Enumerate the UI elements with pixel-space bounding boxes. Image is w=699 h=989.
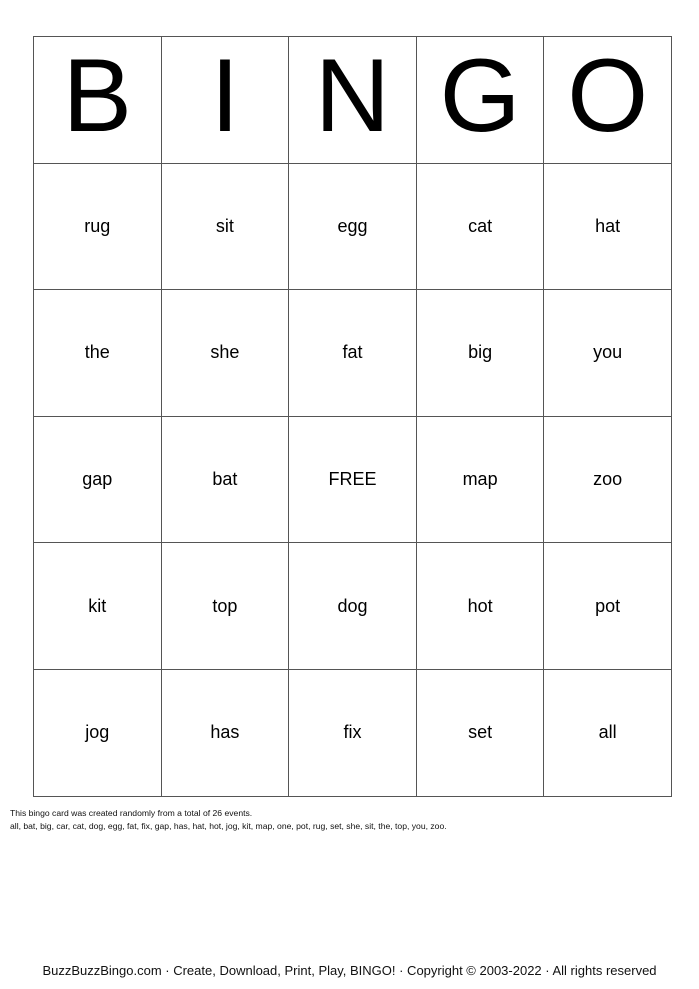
bingo-cell: has [161,669,289,796]
card-row [34,290,672,417]
card-row [34,163,672,290]
bingo-cell: all [544,669,672,796]
card-row [34,416,672,543]
bingo-cell: rug [34,163,162,290]
free-space-cell: FREE [289,416,417,543]
bingo-cell: kit [34,543,162,670]
bingo-cell: dog [289,543,417,670]
bingo-cell: sit [161,163,289,290]
header-letter-b: B [34,37,162,164]
header-letter-g: G [416,37,544,164]
bingo-cell: fat [289,290,417,417]
bingo-cell: hat [544,163,672,290]
header-letter-o: O [544,37,672,164]
bingo-cell: egg [289,163,417,290]
header-letter-i: I [161,37,289,164]
bingo-cell: cat [416,163,544,290]
bingo-cell: zoo [544,416,672,543]
bingo-cell: you [544,290,672,417]
bingo-cell: set [416,669,544,796]
card-row [34,543,672,670]
bingo-cell: fix [289,669,417,796]
bingo-cell: gap [34,416,162,543]
card-note [10,807,447,833]
bingo-cell: bat [161,416,289,543]
bingo-cell: hot [416,543,544,670]
header-row [34,37,672,164]
note-word-list: all, bat, big, car, cat, dog, egg, fat, fix, gap, has, hat, hot, jog, kit, map, one, pot, rug, set, she, sit, the, top, you, zoo. [10,821,447,831]
bingo-card [33,36,672,797]
bingo-cell: the [34,290,162,417]
card-row [34,669,672,796]
note-summary: This bingo card was created randomly from a total of 26 events. [10,808,253,818]
header-letter-n: N [289,37,417,164]
bingo-cell: top [161,543,289,670]
bingo-cell: she [161,290,289,417]
bingo-cell: jog [34,669,162,796]
bingo-cell: pot [544,543,672,670]
bingo-cell: big [416,290,544,417]
footer-copyright: BuzzBuzzBingo.com · Create, Download, Print, Play, BINGO! · Copyright © 2003-2022 · All rights reserved [42,963,657,978]
bingo-cell: map [416,416,544,543]
